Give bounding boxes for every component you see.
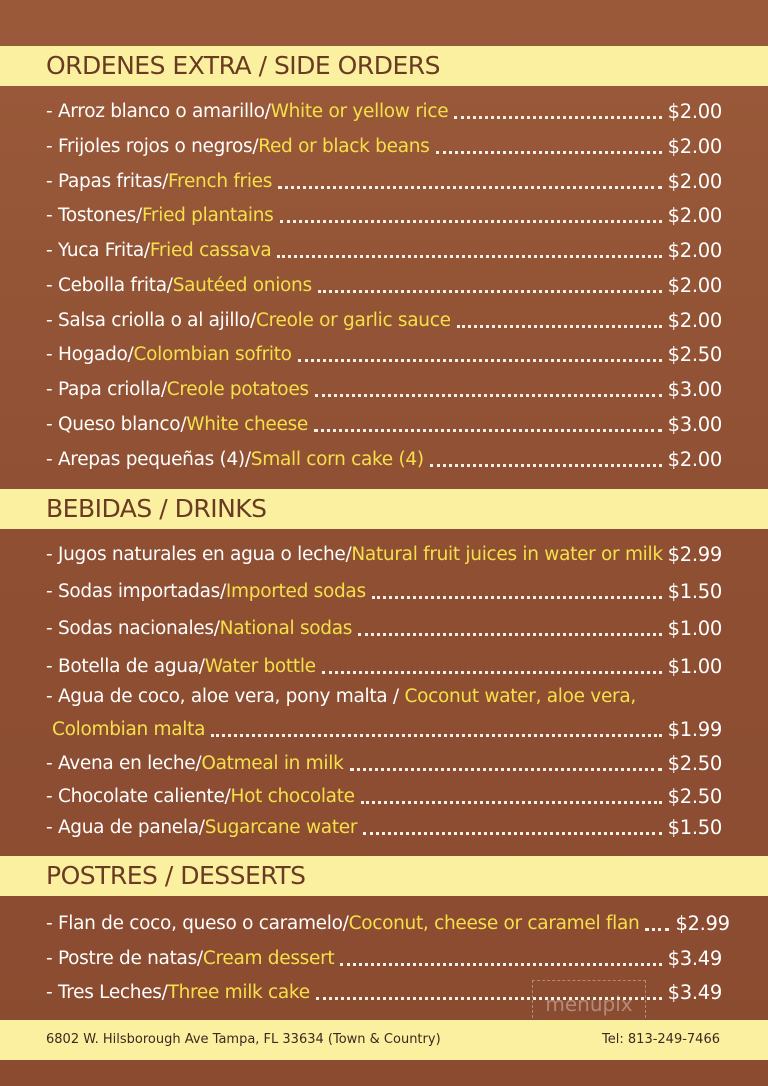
leader-dots (277, 255, 661, 258)
item-price: $2.00 (667, 238, 722, 262)
item-name-es: - Arepas pequeñas (4) (46, 448, 245, 470)
leader-dots (298, 359, 662, 362)
menu-item (46, 781, 722, 811)
item-price: $2.99 (667, 542, 722, 566)
leader-dots (350, 768, 662, 771)
item-price: $3.49 (667, 980, 722, 1004)
item-price: $3.49 (667, 946, 722, 970)
menu-item (46, 131, 722, 161)
item-price: $2.00 (667, 308, 722, 332)
separator: / (196, 947, 203, 969)
item-name-en: Coconut, cheese or caramel flan (348, 912, 640, 934)
item-price: $2.99 (675, 911, 730, 935)
item-name-en: Creole potatoes (166, 378, 309, 400)
menu-item (46, 200, 722, 230)
separator: / (264, 100, 271, 122)
item-name-en: National sodas (219, 617, 353, 639)
menu-item (46, 812, 722, 842)
item-name-es: - Sodas nacionales (46, 617, 214, 639)
leader-dots (318, 290, 662, 293)
menu-item (46, 943, 722, 973)
menu-item (46, 444, 722, 474)
item-name-es: - Queso blanco (46, 413, 181, 435)
item-name-en: White or yellow rice (270, 100, 449, 122)
leader-dots (314, 429, 662, 432)
separator: / (136, 204, 142, 226)
leader-dots (645, 928, 669, 931)
separator: / (387, 686, 405, 707)
separator: / (224, 785, 231, 807)
item-name-en: Red or black beans (258, 135, 430, 157)
item-name-en: Creole or garlic sauce (255, 309, 451, 331)
item-name-en: Fried cassava (149, 239, 272, 261)
leader-dots (363, 832, 662, 835)
separator: / (244, 448, 251, 470)
item-name-en: Water bottle (204, 655, 316, 677)
item-price: $2.00 (667, 203, 722, 227)
separator: / (166, 274, 173, 296)
item-name-en: Colombian sofrito (133, 343, 292, 365)
address: 6802 W. Hilsborough Ave Tampa, FL 33634 (Town & Country) (46, 1032, 441, 1047)
item-price: $2.50 (667, 342, 722, 366)
section-header-drinks (0, 489, 768, 529)
item-name-es: - Agua de coco, aloe vera, pony malta (46, 686, 388, 707)
item-price: $1.50 (667, 579, 722, 603)
item-name-es: - Agua de panela (46, 816, 199, 838)
section-title: ORDENES EXTRA / SIDE ORDERS (46, 51, 441, 80)
item-name-es: - Tostones (46, 204, 136, 226)
section-title: POSTRES / DESSERTS (46, 861, 306, 890)
leader-dots (454, 116, 661, 119)
item-name-es: - Salsa criolla o al ajillo (46, 309, 251, 331)
menu-item (46, 409, 722, 439)
leader-dots (315, 394, 662, 397)
item-name-es: - Sodas importadas (46, 580, 220, 602)
section-title: BEBIDAS / DRINKS (46, 494, 267, 523)
item-name-es: - Tres Leches (46, 981, 162, 1003)
item-name-es: - Frijoles rojos o negros (46, 135, 253, 157)
leader-dots (361, 801, 662, 804)
item-price: $2.50 (667, 751, 722, 775)
leader-dots (436, 151, 662, 154)
item-name-en: Imported sodas (225, 580, 366, 602)
item-price: $3.00 (667, 412, 722, 436)
menu-item (46, 613, 722, 643)
item-name-en: Sugarcane water (204, 816, 358, 838)
item-price: $1.00 (667, 616, 722, 640)
item-name-en: Cream dessert (202, 947, 335, 969)
menu-item (46, 651, 722, 681)
leader-dots (280, 220, 662, 223)
item-price: $3.00 (667, 377, 722, 401)
item-name-en: Oatmeal in milk (201, 752, 344, 774)
menu-item (46, 908, 730, 938)
item-price: $2.00 (667, 169, 722, 193)
footer (0, 1020, 768, 1060)
watermark: menupix (532, 980, 646, 1028)
leader-dots (372, 596, 662, 599)
menu-item (46, 305, 722, 335)
item-price: $1.00 (667, 654, 722, 678)
item-name-es: - Papa criolla (46, 378, 161, 400)
menu-item (46, 748, 722, 778)
menu-item (46, 166, 722, 196)
leader-dots (430, 464, 662, 467)
item-name-es: - Postre de natas (46, 947, 197, 969)
item-name-en: French fries (168, 170, 273, 192)
item-name-en: Fried plantains (141, 204, 274, 226)
item-price: $1.99 (667, 717, 722, 741)
menu-item (46, 374, 722, 404)
separator: / (213, 617, 220, 639)
item-name-en: Sautéed onions (172, 274, 312, 296)
leader-dots (358, 633, 662, 636)
item-name-es: - Yuca Frita (46, 239, 144, 261)
leader-dots (278, 186, 662, 189)
item-name-en: Coconut water, aloe vera, (404, 686, 636, 707)
separator: / (342, 912, 349, 934)
separator: / (252, 135, 259, 157)
item-name-es: - Jugos naturales en agua o leche (46, 543, 346, 565)
separator: / (345, 543, 352, 565)
item-name-es: - Hogado (46, 343, 128, 365)
leader-dots (211, 734, 662, 737)
separator: / (219, 580, 226, 602)
menu-item (46, 270, 722, 300)
leader-dots (457, 325, 662, 328)
item-price: $2.00 (667, 134, 722, 158)
separator: / (198, 816, 205, 838)
separator: / (161, 981, 168, 1003)
separator: / (143, 239, 150, 261)
item-name-en-continued: Colombian malta (52, 718, 206, 740)
phone-number: Tel: 813-249-7466 (602, 1032, 720, 1047)
item-name-en: Small corn cake (4) (250, 448, 424, 470)
item-name-es: - Cebolla frita (46, 274, 167, 296)
separator: / (127, 343, 134, 365)
item-name-es: - Flan de coco, queso o caramelo (46, 912, 343, 934)
separator: / (250, 309, 256, 331)
item-name-es: - Papas fritas (46, 170, 163, 192)
menu-item (46, 576, 722, 606)
menu-item (46, 686, 722, 707)
item-name-en: Three milk cake (167, 981, 310, 1003)
menu-item-continued (52, 714, 722, 744)
menu-item (46, 339, 722, 369)
item-name-en: Hot chocolate (230, 785, 355, 807)
leader-dots (340, 963, 661, 966)
item-name-en: Natural fruit juices in water or milk (351, 543, 663, 565)
item-price: $1.50 (667, 815, 722, 839)
menu-item (46, 539, 722, 569)
section-header-sides (0, 46, 768, 86)
leader-dots (322, 671, 662, 674)
item-price: $2.00 (667, 99, 722, 123)
item-name-es: - Arroz blanco o amarillo (46, 100, 265, 122)
section-header-desserts (0, 856, 768, 896)
item-price: $2.00 (667, 273, 722, 297)
separator: / (180, 413, 187, 435)
separator: / (160, 378, 167, 400)
menu-item (46, 96, 722, 126)
menu-item (46, 235, 722, 265)
separator: / (195, 752, 202, 774)
separator: / (198, 655, 205, 677)
item-name-es: - Avena en leche (46, 752, 196, 774)
item-price: $2.50 (667, 784, 722, 808)
item-name-es: - Botella de agua (46, 655, 199, 677)
separator: / (162, 170, 169, 192)
item-price: $2.00 (667, 447, 722, 471)
item-name-en: White cheese (186, 413, 309, 435)
item-name-es: - Chocolate caliente (46, 785, 225, 807)
